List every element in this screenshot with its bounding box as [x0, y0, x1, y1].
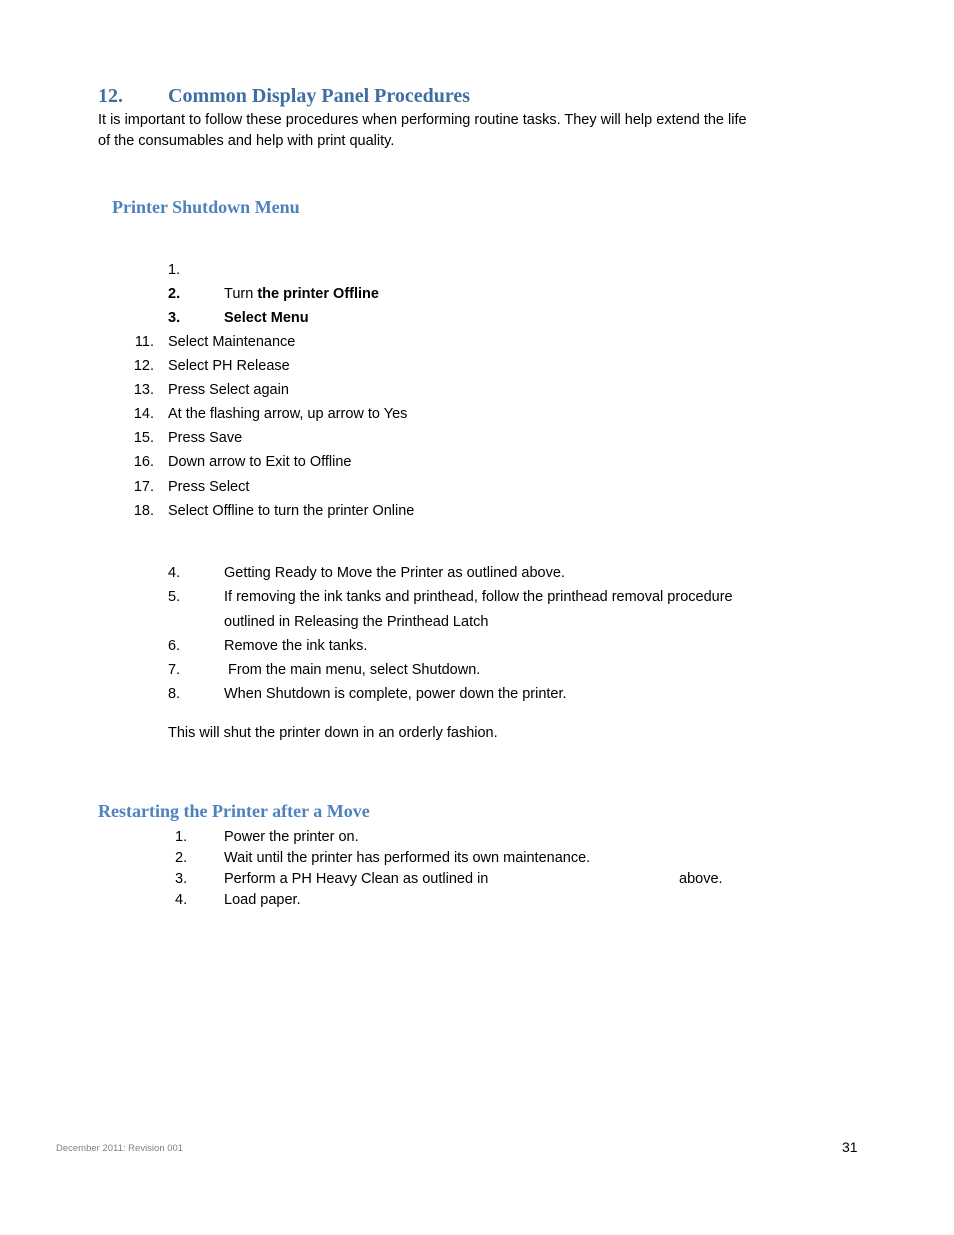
- list-item-number: 7.: [168, 662, 181, 678]
- list-item-text-bold: the printer Offline: [257, 286, 379, 302]
- list-item-text: At the flashing arrow, up arrow to Yes: [168, 406, 408, 422]
- list-item-text: Wait until the printer has performed its own maintenance.: [224, 850, 591, 866]
- list-item-text: Press Save: [168, 430, 243, 446]
- list-item-number: 17.: [133, 479, 154, 495]
- list-item-text: Press Select: [168, 479, 250, 495]
- list-item-number: 8.: [168, 686, 181, 702]
- list-item-number: 14.: [133, 406, 154, 422]
- list-item-text: Down arrow to Exit to Offline: [168, 454, 352, 470]
- list-item-number: 18.: [133, 503, 154, 519]
- list-item-number: 2.: [175, 850, 188, 866]
- list-item-text-bold: Select Menu: [224, 310, 309, 326]
- list-item-text: Select Offline to turn the printer Online: [168, 503, 415, 519]
- list-item-text: Power the printer on.: [224, 829, 359, 845]
- list-item-text-after: above.: [679, 871, 723, 887]
- list-item-number: 11.: [134, 334, 154, 350]
- list-item-text: Remove the ink tanks.: [224, 638, 368, 654]
- list-item-text: Turn: [224, 286, 258, 302]
- intro-line-2: of the consumables and help with print quality.: [98, 133, 395, 149]
- footer-revision: December 2011: Revision 001: [56, 1143, 184, 1154]
- list-item-number: 1.: [175, 829, 188, 845]
- list-item-number: 15.: [133, 430, 154, 446]
- shutdown-section-title: Printer Shutdown Menu: [112, 197, 300, 217]
- list-item-text: If removing the ink tanks and printhead, follow the printhead removal procedure: [224, 589, 733, 605]
- intro-line-1: It is important to follow these procedures when performing routine tasks. They will help extend the life: [98, 112, 747, 128]
- list-item-number: 16.: [133, 454, 154, 470]
- list-item-number: 3.: [168, 310, 181, 326]
- restart-section-title: Restarting the Printer after a Move: [98, 801, 370, 821]
- list-item-text: When Shutdown is complete, power down the printer.: [224, 686, 567, 702]
- list-item-text-continued: outlined in Releasing the Printhead Latch: [224, 614, 489, 630]
- list-item-text: Getting Ready to Move the Printer as outlined above.: [224, 565, 565, 581]
- list-item-number: 12.: [133, 358, 154, 374]
- page-title: Common Display Panel Procedures: [168, 85, 471, 107]
- list-item-text: Select Maintenance: [168, 334, 296, 350]
- list-item-number: 2.: [168, 286, 181, 302]
- list-item-text: Perform a PH Heavy Clean as outlined in: [224, 871, 489, 887]
- list-item-number: 5.: [168, 589, 181, 605]
- list-item-text: Load paper.: [224, 892, 301, 908]
- page-number: 31: [842, 1139, 858, 1155]
- list-item-text: Select PH Release: [168, 358, 290, 374]
- list-item: [224, 284, 379, 305]
- list-item-number: 1.: [168, 262, 181, 278]
- list-item-number: 3.: [175, 871, 188, 887]
- list-item-number: 4.: [175, 892, 188, 908]
- list-item-text: Press Select again: [168, 382, 289, 398]
- list-item-text: From the main menu, select Shutdown.: [224, 662, 481, 678]
- list-item-number: 4.: [168, 565, 181, 581]
- list-item-number: 6.: [168, 638, 181, 654]
- closing-paragraph: This will shut the printer down in an orderly fashion.: [168, 725, 498, 741]
- list-item-number: 13.: [133, 382, 154, 398]
- section-number: 12.: [98, 85, 123, 107]
